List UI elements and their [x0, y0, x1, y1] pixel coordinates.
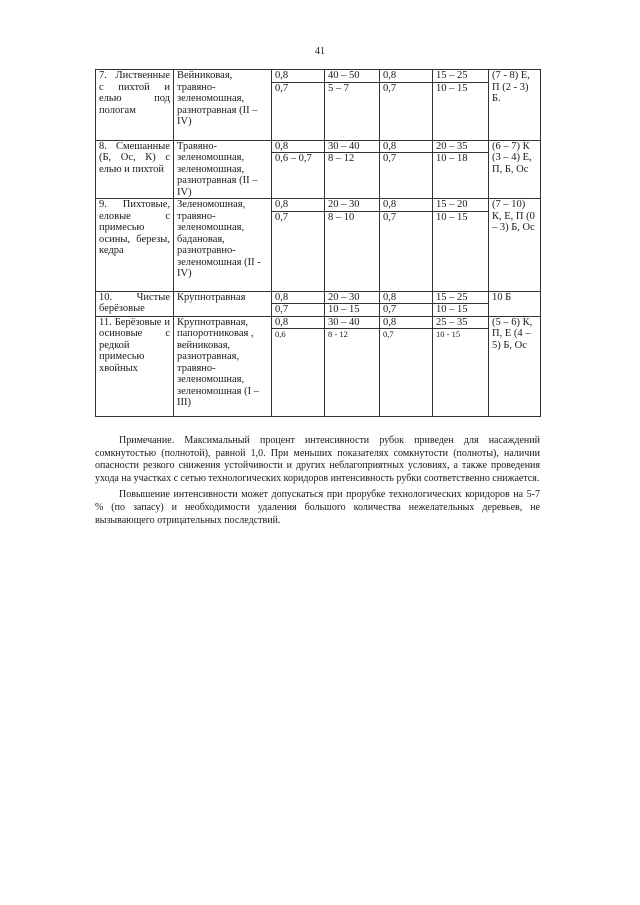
intensity-cell: 10 - 15: [433, 329, 489, 417]
table-row: [96, 316, 541, 329]
stand-type-cell: 11. Берёзовые и осиновые с редкой примесью хвойных: [96, 316, 174, 417]
density-before-cell: 0,8: [380, 199, 433, 212]
intensity-cell: 15 – 20: [433, 199, 489, 212]
density-before-cell: 0,8: [380, 316, 433, 329]
forest-type-cell: Травяно-зеленомошная, зеленомошная, разнотравная (II – IV): [174, 140, 272, 199]
density-before-cell: 0,8: [272, 316, 325, 329]
intensity-cell: 15 – 25: [433, 291, 489, 304]
density-before-cell: 0,8: [272, 140, 325, 153]
density-after-cell: 0,6: [272, 329, 325, 417]
intensity-cell: 10 – 18: [433, 153, 489, 199]
density-after-cell: 0,7: [380, 329, 433, 417]
intensity-cell: 10 – 15: [433, 82, 489, 140]
table-row: [96, 291, 541, 304]
intensity-cell: 10 – 15: [433, 304, 489, 317]
intensity-cell: 40 – 50: [325, 70, 380, 83]
density-before-cell: 0,8: [272, 291, 325, 304]
density-after-cell: 0,7: [272, 82, 325, 140]
note-paragraph: Примечание. Максимальный процент интенсивности рубок приведен для насаждений сомкнутостью (полнотой), равной 1,0. При меньших показателях сомкнутости (полноты), наличии опасности резкого снижения устойчивости и других неблагоприятных условиях, а также проведения ухода на участках с сетью технологических коридоров интенсивность рубки соответственно снижается.: [95, 435, 540, 484]
density-after-cell: 0,7: [380, 304, 433, 317]
notes-section: [95, 435, 540, 531]
intensity-cell: 10 – 15: [325, 304, 380, 317]
composition-cell: (7 – 10) К, Е, П (0 – 3) Б, Ос: [489, 199, 541, 292]
composition-cell: (7 - 8) Е, П (2 - 3) Б.: [489, 70, 541, 141]
table-row: [96, 199, 541, 212]
stand-type-cell: 9. Пихтовые, еловые с примесью осины, березы, кедра: [96, 199, 174, 292]
intensity-cell: 10 – 15: [433, 211, 489, 291]
density-after-cell: 0,7: [272, 211, 325, 291]
intensity-cell: 8 - 12: [325, 329, 380, 417]
intensity-cell: 15 – 25: [433, 70, 489, 83]
stand-type-cell: 8. Смешанные (Б, Ос, К) с елью и пихтой: [96, 140, 174, 199]
page-number: 41: [315, 46, 325, 57]
density-before-cell: 0,8: [380, 291, 433, 304]
table-row: [96, 70, 541, 83]
forest-type-cell: Крупнотравная: [174, 291, 272, 316]
forest-type-cell: Зеленомошная, травяно-зеленомошная, бадановая, разнотравно-зеленомошная (II - IV): [174, 199, 272, 292]
intensity-cell: 5 – 7: [325, 82, 380, 140]
density-before-cell: 0,8: [380, 140, 433, 153]
intensity-cell: 8 – 10: [325, 211, 380, 291]
composition-cell: 10 Б: [489, 291, 541, 316]
intensity-cell: 25 – 35: [433, 316, 489, 329]
density-after-cell: 0,7: [380, 153, 433, 199]
intensity-cell: 20 – 30: [325, 291, 380, 304]
intensity-cell: 8 – 12: [325, 153, 380, 199]
density-before-cell: 0,8: [272, 199, 325, 212]
intensity-cell: 20 – 35: [433, 140, 489, 153]
density-after-cell: 0,7: [272, 304, 325, 317]
density-after-cell: 0,7: [380, 211, 433, 291]
note-paragraph: Повышение интенсивности может допускаться при прорубке технологических коридоров на 5-7 % (по запасу) и необходимости удаления большого количества нежелательных деревьев, не вызывающего отрицательных последствий.: [95, 489, 540, 526]
forest-thinning-table: [95, 69, 541, 417]
forest-type-cell: Крупнотравная, папоротниковая , вейниковая, разнотравная, травяно-зеленомошная, зеленомошная (I – III): [174, 316, 272, 417]
density-before-cell: 0,8: [272, 70, 325, 83]
composition-cell: (5 – 6) К, П, Е (4 – 5) Б, Ос: [489, 316, 541, 417]
density-before-cell: 0,8: [380, 70, 433, 83]
composition-cell: (6 – 7) К (3 – 4) Е, П, Б, Ос: [489, 140, 541, 199]
intensity-cell: 20 – 30: [325, 199, 380, 212]
density-after-cell: 0,7: [380, 82, 433, 140]
intensity-cell: 30 – 40: [325, 140, 380, 153]
stand-type-cell: 7. Лиственные с пихтой и елью под пологам: [96, 70, 174, 141]
intensity-cell: 30 – 40: [325, 316, 380, 329]
forest-type-cell: Вейниковая, травяно-зеленомошная, разнотравная (II – IV): [174, 70, 272, 141]
density-after-cell: 0,6 – 0,7: [272, 153, 325, 199]
table-row: [96, 140, 541, 153]
stand-type-cell: 10. Чистые берёзовые: [96, 291, 174, 316]
